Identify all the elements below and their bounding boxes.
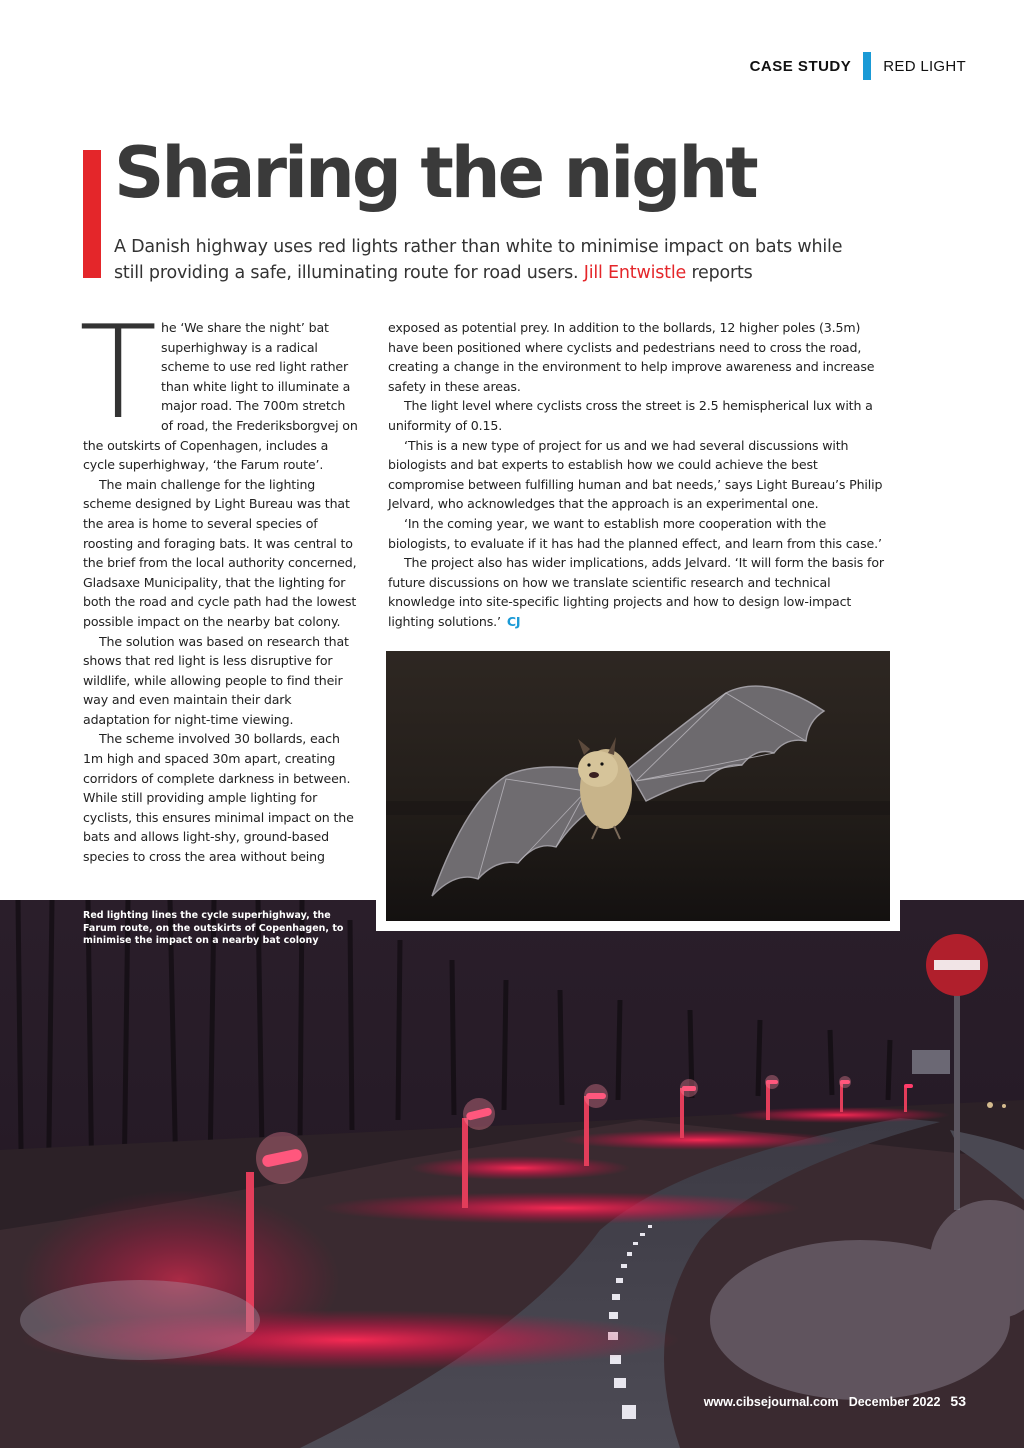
paragraph: The solution was based on research that shows that red light is less disruptive for wildlife, while allowing people to find their way and even maintain their dark adaptation for night-time viewing. bbox=[83, 633, 349, 727]
header-divider bbox=[863, 52, 871, 80]
standfirst bbox=[114, 234, 844, 286]
paragraph: The main challenge for the lighting scheme designed by Light Bureau was that the area is home to several species of roosting and foraging bats. It was central to the brief from the local authority concerned, Gladsaxe Municipality, that the lighting for both the road and cycle path had the lowest possible impact on the nearby bat colony. bbox=[83, 476, 357, 629]
bat-in-flight-photo bbox=[386, 651, 890, 921]
paragraph: exposed as potential prey. In addition to the bollards, 12 higher poles (3.5m) have been positioned where cyclists and pedestrians need to cross the road, creating a change in the environment to help improve awareness and increase safety in these areas. bbox=[388, 320, 875, 394]
body-column-2 bbox=[388, 318, 890, 632]
page-footer bbox=[704, 1393, 966, 1409]
footer-website: www.cibsejournal.com bbox=[703, 1395, 839, 1409]
body-column-1 bbox=[79, 299, 359, 867]
section-label: CASE STUDY bbox=[749, 57, 852, 75]
paragraph-text: he ‘We share the night’ bat superhighway is a radical scheme to use red light rather than white light to illuminate a major road. The 700m stretch of road, the Frederiksborgvej on the outskirts of Copenhagen, includes a cycle superhighway, ‘the Farum route’. bbox=[83, 320, 358, 473]
photo-caption: Red lighting lines the cycle superhighway, the Farum route, on the outskirts of Copenhagen, to minimise the impact on a nearby bat colony bbox=[83, 910, 344, 946]
author-signoff: CJ bbox=[506, 613, 521, 629]
paragraph: ‘In the coming year, we want to establish more cooperation with the biologists, to evaluate if it has had the planned effect, and learn from this case.’ bbox=[388, 515, 882, 551]
drop-cap: T bbox=[79, 299, 158, 448]
paragraph: The light level where cyclists cross the street is 2.5 hemispherical lux with a uniformity of 0.15. bbox=[388, 398, 873, 433]
author-name: Jill Entwistle bbox=[583, 263, 687, 283]
title-accent-bar bbox=[83, 150, 101, 278]
section-header bbox=[750, 52, 966, 80]
paragraph-text: The project also has wider implications, adds Jelvard. ‘It will form the basis for future discussions on how we translate scientific research and technical knowledge into site-specific lighting projects and how to design low-impact lighting solutions.’ bbox=[388, 555, 884, 629]
paragraph bbox=[79, 299, 359, 475]
topic-label: RED LIGHT bbox=[883, 57, 966, 75]
paragraph: The scheme involved 30 bollards, each 1m high and spaced 30m apart, creating corridors of complete darkness in between. While still providing ample lighting for cyclists, this ensures minimal impact on the bats and allows light-shy, ground-based species to cross the area without being bbox=[83, 731, 354, 865]
page-number: 53 bbox=[950, 1393, 966, 1409]
standfirst-text: A Danish highway uses red lights rather than white to minimise impact on bats while still providing a safe, illuminating route for road users. bbox=[114, 237, 843, 283]
paragraph bbox=[388, 553, 890, 631]
red-lit-cycle-path-photo bbox=[0, 900, 1024, 1448]
footer-date: December 2022 bbox=[848, 1395, 941, 1409]
author-suffix: reports bbox=[691, 263, 753, 283]
article-title: Sharing the night bbox=[114, 132, 756, 214]
paragraph: ‘This is a new type of project for us and we had several discussions with biologists and bat experts to establish how we could achieve the best compromise between fulfilling human and bat needs,’ says Light Bureau’s Philip Jelvard, who acknowledges that the approach is an experimental one. bbox=[388, 437, 883, 512]
